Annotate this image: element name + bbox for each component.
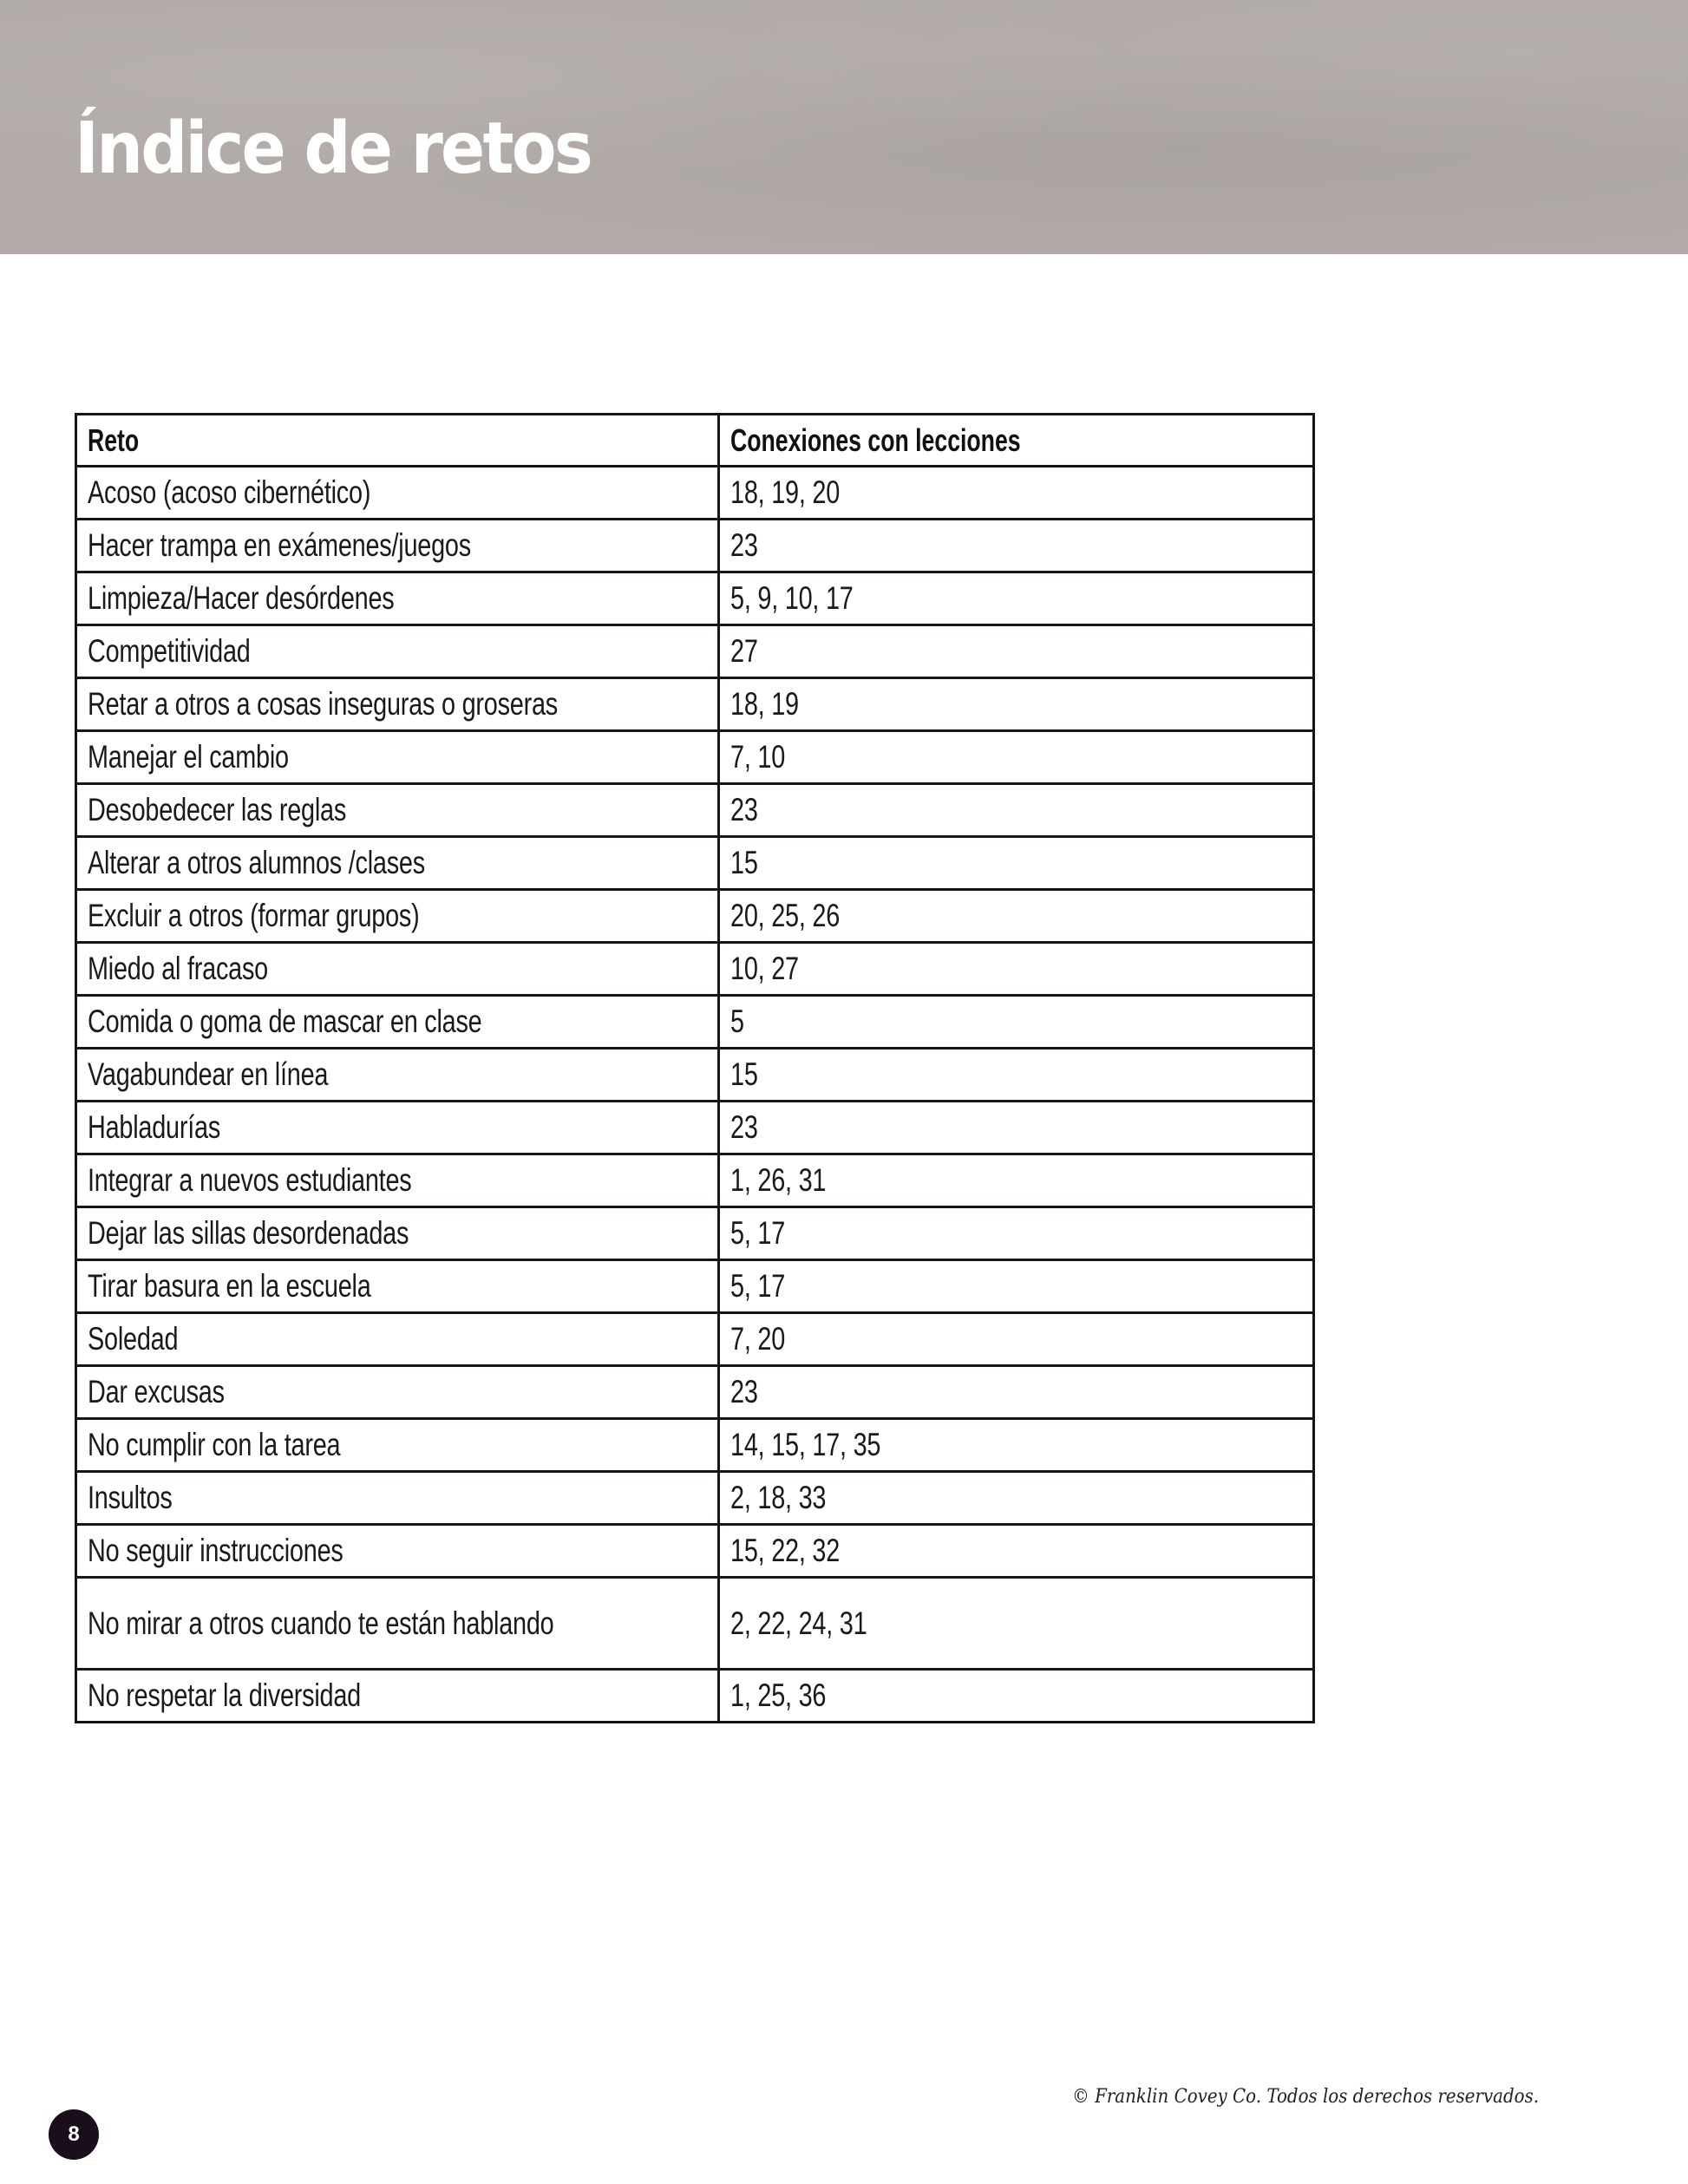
- challenge-cell: [76, 467, 719, 520]
- column-header-label: Reto: [88, 422, 140, 458]
- lessons-cell: [719, 784, 1314, 837]
- challenge-cell-text: Habladurías: [88, 1109, 221, 1145]
- lessons-cell-text: 2, 22, 24, 31: [730, 1605, 867, 1641]
- table-row: [76, 784, 1314, 837]
- challenge-cell-text: Insultos: [88, 1480, 173, 1515]
- lessons-cell-text: 1, 26, 31: [730, 1162, 827, 1198]
- challenge-cell: [76, 784, 719, 837]
- table-row: [76, 1313, 1314, 1366]
- challenge-cell: [76, 1472, 719, 1525]
- lessons-cell: [719, 1313, 1314, 1366]
- lessons-cell-text: 14, 15, 17, 35: [730, 1427, 881, 1462]
- challenge-cell: [76, 1049, 719, 1102]
- table-row: [76, 731, 1314, 784]
- challenge-cell-text: Soledad: [88, 1321, 179, 1357]
- challenge-cell: [76, 1670, 719, 1723]
- lessons-cell: [719, 1154, 1314, 1207]
- page-number-badge: [49, 2109, 99, 2160]
- challenge-cell: [76, 1366, 719, 1419]
- table-row: [76, 1260, 1314, 1313]
- challenge-cell-text: Vagabundear en línea: [88, 1056, 329, 1092]
- challenge-cell: [76, 625, 719, 678]
- challenge-cell: [76, 996, 719, 1049]
- challenge-cell-text: Tirar basura en la escuela: [88, 1268, 371, 1304]
- challenge-cell: [76, 890, 719, 943]
- lessons-cell-text: 7, 20: [730, 1321, 786, 1357]
- challenge-cell: [76, 1313, 719, 1366]
- challenge-cell-text: Desobedecer las reglas: [88, 792, 347, 827]
- challenge-cell-text: Retar a otros a cosas inseguras o groseras: [88, 686, 559, 722]
- table-header-row: [76, 415, 1314, 467]
- lessons-cell-text: 10, 27: [730, 951, 799, 986]
- table-row: [76, 678, 1314, 731]
- lessons-cell: [719, 1260, 1314, 1313]
- lessons-cell: [719, 1578, 1314, 1670]
- challenge-cell-text: Dar excusas: [88, 1374, 225, 1409]
- challenge-cell: [76, 1102, 719, 1154]
- table-row: [76, 572, 1314, 625]
- table-row: [76, 1525, 1314, 1578]
- lessons-cell: [719, 625, 1314, 678]
- table-row: [76, 1049, 1314, 1102]
- lessons-cell-text: 5, 17: [730, 1215, 786, 1251]
- lessons-cell: [719, 1670, 1314, 1723]
- challenge-index-table: [75, 413, 1315, 1723]
- lessons-cell: [719, 996, 1314, 1049]
- table-row: [76, 1366, 1314, 1419]
- challenge-cell-text: Limpieza/Hacer desórdenes: [88, 580, 395, 616]
- table-row: [76, 1578, 1314, 1670]
- lessons-cell-text: 15: [730, 1056, 758, 1092]
- lessons-cell-text: 2, 18, 33: [730, 1480, 827, 1515]
- challenge-cell-text: Manejar el cambio: [88, 739, 289, 775]
- header-band: [0, 0, 1688, 254]
- lessons-cell: [719, 837, 1314, 890]
- lessons-cell: [719, 572, 1314, 625]
- table-row: [76, 1419, 1314, 1472]
- lessons-cell-text: 7, 10: [730, 739, 786, 775]
- table-row: [76, 1207, 1314, 1260]
- table-row: [76, 837, 1314, 890]
- lessons-cell: [719, 1525, 1314, 1578]
- table-row: [76, 1102, 1314, 1154]
- lessons-cell-text: 27: [730, 633, 758, 669]
- challenge-cell: [76, 1154, 719, 1207]
- lessons-cell: [719, 520, 1314, 572]
- table-row: [76, 467, 1314, 520]
- page-title: Índice de retos: [75, 108, 591, 190]
- lessons-cell-text: 5, 9, 10, 17: [730, 580, 854, 616]
- column-header-challenge: [76, 415, 719, 467]
- lessons-cell-text: 5, 17: [730, 1268, 786, 1304]
- challenge-cell-text: No mirar a otros cuando te están hablando: [88, 1605, 554, 1641]
- challenge-cell-text: No cumplir con la tarea: [88, 1427, 341, 1462]
- page-number: 8: [68, 2122, 80, 2146]
- lessons-cell: [719, 467, 1314, 520]
- challenge-cell: [76, 1207, 719, 1260]
- lessons-cell: [719, 1419, 1314, 1472]
- challenge-cell-text: Excluir a otros (formar grupos): [88, 898, 420, 933]
- lessons-cell-text: 23: [730, 527, 758, 563]
- lessons-cell-text: 20, 25, 26: [730, 898, 841, 933]
- challenge-cell: [76, 1578, 719, 1670]
- lessons-cell-text: 23: [730, 792, 758, 827]
- challenge-cell-text: Miedo al fracaso: [88, 951, 269, 986]
- lessons-cell-text: 15: [730, 845, 758, 880]
- challenge-cell: [76, 678, 719, 731]
- lessons-cell-text: 23: [730, 1109, 758, 1145]
- lessons-cell-text: 23: [730, 1374, 758, 1409]
- copyright-notice: © Franklin Covey Co. Todos los derechos reservados.: [1072, 2086, 1540, 2108]
- lessons-cell: [719, 1472, 1314, 1525]
- lessons-cell-text: 18, 19, 20: [730, 474, 841, 510]
- lessons-cell: [719, 731, 1314, 784]
- challenge-cell-text: Dejar las sillas desordenadas: [88, 1215, 409, 1251]
- challenge-cell-text: Hacer trampa en exámenes/juegos: [88, 527, 471, 563]
- challenge-cell: [76, 1260, 719, 1313]
- challenge-cell-text: Integrar a nuevos estudiantes: [88, 1162, 412, 1198]
- lessons-cell-text: 1, 25, 36: [730, 1677, 827, 1713]
- lessons-cell-text: 15, 22, 32: [730, 1533, 841, 1568]
- table-row: [76, 1472, 1314, 1525]
- challenge-cell: [76, 731, 719, 784]
- lessons-cell-text: 5: [730, 1004, 744, 1039]
- lessons-cell: [719, 1207, 1314, 1260]
- table-row: [76, 1154, 1314, 1207]
- table-row: [76, 625, 1314, 678]
- lessons-cell-text: 18, 19: [730, 686, 799, 722]
- challenge-cell-text: No seguir instrucciones: [88, 1533, 343, 1568]
- challenge-cell: [76, 572, 719, 625]
- lessons-cell: [719, 890, 1314, 943]
- lessons-cell: [719, 943, 1314, 996]
- challenge-cell: [76, 837, 719, 890]
- lessons-cell: [719, 678, 1314, 731]
- lessons-cell: [719, 1049, 1314, 1102]
- challenge-cell: [76, 1525, 719, 1578]
- lessons-cell: [719, 1102, 1314, 1154]
- challenge-cell: [76, 943, 719, 996]
- challenge-cell-text: Alterar a otros alumnos /clases: [88, 845, 425, 880]
- lessons-cell: [719, 1366, 1314, 1419]
- column-header-lessons: [719, 415, 1314, 467]
- challenge-cell-text: No respetar la diversidad: [88, 1677, 361, 1713]
- challenge-cell-text: Comida o goma de mascar en clase: [88, 1004, 482, 1039]
- table-row: [76, 943, 1314, 996]
- table-row: [76, 996, 1314, 1049]
- challenge-cell: [76, 1419, 719, 1472]
- table-row: [76, 520, 1314, 572]
- challenge-cell: [76, 520, 719, 572]
- table-row: [76, 890, 1314, 943]
- table-row: [76, 1670, 1314, 1723]
- column-header-label: Conexiones con lecciones: [730, 422, 1021, 458]
- challenge-cell-text: Competitividad: [88, 633, 251, 669]
- challenge-cell-text: Acoso (acoso cibernético): [88, 474, 371, 510]
